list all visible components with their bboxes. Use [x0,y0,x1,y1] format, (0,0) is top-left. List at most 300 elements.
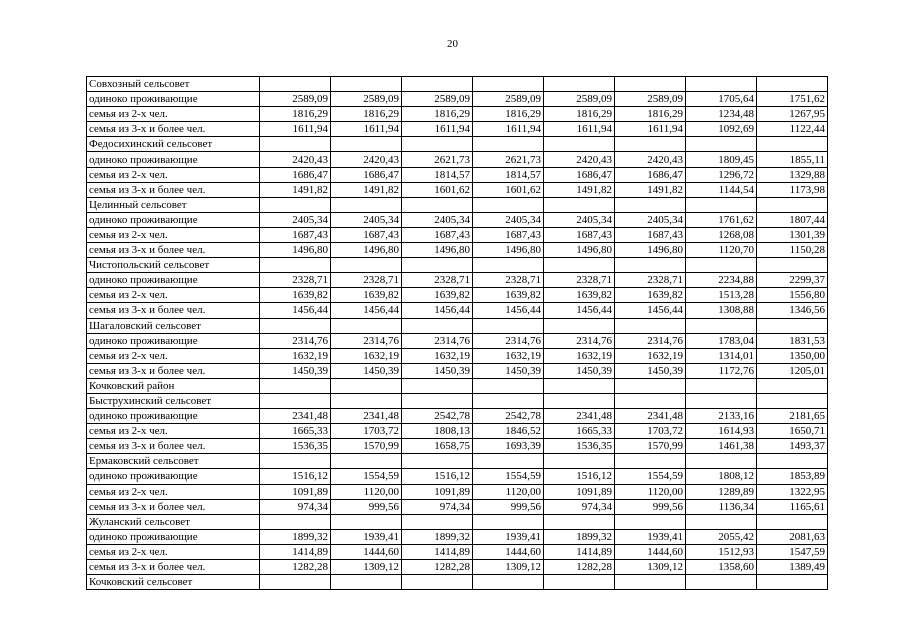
value-cell: 2420,43 [331,152,402,167]
value-cell: 1173,98 [757,182,828,197]
table-section-row [87,514,828,529]
value-cell: 1611,94 [544,122,615,137]
value-cell: 1350,00 [757,348,828,363]
section-label: Быструхинский сельсовет [87,393,260,408]
value-cell: 1846,52 [473,424,544,439]
value-cell: 1899,32 [544,529,615,544]
value-cell: 1554,59 [615,469,686,484]
value-cell: 1751,62 [757,92,828,107]
value-cell: 1512,93 [686,544,757,559]
value-cell: 999,56 [331,499,402,514]
value-cell: 2420,43 [615,152,686,167]
value-cell: 2055,42 [686,529,757,544]
value-cell: 1120,70 [686,243,757,258]
row-label: семья из 2-х чел. [87,288,260,303]
value-cell [757,378,828,393]
value-cell [473,318,544,333]
value-cell: 2341,48 [544,409,615,424]
value-cell [473,454,544,469]
value-cell: 1899,32 [260,529,331,544]
value-cell: 2234,88 [686,273,757,288]
value-cell: 1496,80 [402,243,473,258]
value-cell [544,393,615,408]
value-cell: 1268,08 [686,227,757,242]
section-label: Шагаловский сельсовет [87,318,260,333]
value-cell: 2328,71 [473,273,544,288]
value-cell [260,197,331,212]
value-cell [260,514,331,529]
value-cell: 1309,12 [331,560,402,575]
section-label: Кочковский сельсовет [87,575,260,590]
value-cell: 1807,44 [757,212,828,227]
value-cell: 1639,82 [615,288,686,303]
value-cell: 1703,72 [331,424,402,439]
value-cell: 2542,78 [402,409,473,424]
value-cell [615,378,686,393]
value-cell: 1808,12 [686,469,757,484]
table-row [87,152,828,167]
table-row [87,560,828,575]
value-cell [331,378,402,393]
value-cell: 1783,04 [686,333,757,348]
value-cell: 1389,49 [757,560,828,575]
value-cell [544,514,615,529]
value-cell: 2405,34 [331,212,402,227]
value-cell [615,137,686,152]
value-cell [757,137,828,152]
tariff-table [86,76,828,590]
row-label: одиноко проживающие [87,92,260,107]
row-label: одиноко проживающие [87,212,260,227]
value-cell: 2405,34 [615,212,686,227]
section-label: Кочковский район [87,378,260,393]
value-cell: 1496,80 [544,243,615,258]
value-cell [686,197,757,212]
value-cell: 1808,13 [402,424,473,439]
value-cell: 2589,09 [544,92,615,107]
table-section-row [87,77,828,92]
value-cell: 1556,80 [757,288,828,303]
value-cell: 1693,39 [473,439,544,454]
value-cell: 1816,29 [402,107,473,122]
value-cell [473,393,544,408]
value-cell: 974,34 [402,499,473,514]
row-label: семья из 3-х и более чел. [87,560,260,575]
row-label: семья из 2-х чел. [87,544,260,559]
value-cell: 1855,11 [757,152,828,167]
value-cell: 2405,34 [473,212,544,227]
value-cell: 2181,65 [757,409,828,424]
value-cell [615,393,686,408]
table-row [87,122,828,137]
value-cell [402,137,473,152]
value-cell: 1496,80 [615,243,686,258]
row-label: семья из 2-х чел. [87,484,260,499]
value-cell: 1632,19 [331,348,402,363]
value-cell: 1809,45 [686,152,757,167]
value-cell [544,378,615,393]
table-row [87,424,828,439]
table-row [87,363,828,378]
value-cell: 1092,69 [686,122,757,137]
value-cell: 1493,37 [757,439,828,454]
value-cell: 2621,73 [473,152,544,167]
table-section-row [87,137,828,152]
value-cell [473,514,544,529]
value-cell: 1761,62 [686,212,757,227]
value-cell [402,378,473,393]
value-cell: 974,34 [544,499,615,514]
value-cell: 1144,54 [686,182,757,197]
value-cell [331,137,402,152]
value-cell: 1686,47 [260,167,331,182]
value-cell: 2589,09 [402,92,473,107]
value-cell [757,454,828,469]
value-cell: 1414,89 [402,544,473,559]
row-label: одиноко проживающие [87,152,260,167]
value-cell [686,393,757,408]
value-cell [544,137,615,152]
value-cell: 1091,89 [544,484,615,499]
row-label: семья из 2-х чел. [87,167,260,182]
value-cell [686,77,757,92]
table-row [87,544,828,559]
value-cell: 1450,39 [402,363,473,378]
value-cell: 1639,82 [544,288,615,303]
value-cell: 1650,71 [757,424,828,439]
value-cell [686,378,757,393]
value-cell: 2420,43 [544,152,615,167]
value-cell: 1450,39 [615,363,686,378]
value-cell [686,514,757,529]
value-cell [544,77,615,92]
value-cell: 1703,72 [615,424,686,439]
value-cell: 1632,19 [544,348,615,363]
value-cell: 1686,47 [615,167,686,182]
section-label: Чистопольский сельсовет [87,258,260,273]
value-cell: 1456,44 [331,303,402,318]
value-cell [615,197,686,212]
value-cell: 1456,44 [260,303,331,318]
table-section-row [87,318,828,333]
value-cell: 2589,09 [615,92,686,107]
value-cell [686,137,757,152]
value-cell: 1456,44 [473,303,544,318]
value-cell: 1358,60 [686,560,757,575]
value-cell: 1665,33 [544,424,615,439]
value-cell [402,454,473,469]
value-cell: 1570,99 [331,439,402,454]
row-label: семья из 3-х и более чел. [87,303,260,318]
value-cell: 1308,88 [686,303,757,318]
value-cell [544,454,615,469]
value-cell: 1665,33 [260,424,331,439]
value-cell: 1150,28 [757,243,828,258]
row-label: одиноко проживающие [87,469,260,484]
value-cell: 1536,35 [260,439,331,454]
row-label: семья из 2-х чел. [87,424,260,439]
value-cell: 1547,59 [757,544,828,559]
value-cell: 1611,94 [473,122,544,137]
value-cell [757,393,828,408]
table-row [87,212,828,227]
row-label: семья из 2-х чел. [87,227,260,242]
value-cell [402,514,473,529]
value-cell [260,137,331,152]
value-cell: 1687,43 [473,227,544,242]
value-cell: 1816,29 [615,107,686,122]
table-row [87,469,828,484]
value-cell [686,454,757,469]
value-cell: 1120,00 [473,484,544,499]
value-cell: 1491,82 [260,182,331,197]
value-cell: 1282,28 [402,560,473,575]
value-cell: 1282,28 [544,560,615,575]
value-cell: 1639,82 [402,288,473,303]
table-row [87,167,828,182]
page-number: 20 [447,38,458,50]
value-cell: 1658,75 [402,439,473,454]
value-cell [331,77,402,92]
row-label: семья из 3-х и более чел. [87,122,260,137]
value-cell: 1461,38 [686,439,757,454]
value-cell: 1456,44 [544,303,615,318]
value-cell [260,318,331,333]
value-cell: 1639,82 [260,288,331,303]
value-cell [402,258,473,273]
value-cell: 1309,12 [473,560,544,575]
value-cell [757,575,828,590]
value-cell: 1456,44 [402,303,473,318]
value-cell [331,393,402,408]
value-cell [757,197,828,212]
section-label: Жуланский сельсовет [87,514,260,529]
value-cell: 2314,76 [402,333,473,348]
value-cell: 1601,62 [473,182,544,197]
table-section-row [87,393,828,408]
value-cell [402,197,473,212]
value-cell [331,318,402,333]
value-cell [473,258,544,273]
value-cell: 1120,00 [615,484,686,499]
row-label: семья из 3-х и более чел. [87,439,260,454]
row-label: одиноко проживающие [87,333,260,348]
value-cell: 1899,32 [402,529,473,544]
table-row [87,92,828,107]
value-cell [473,77,544,92]
value-cell [757,514,828,529]
value-cell: 1450,39 [331,363,402,378]
value-cell: 1450,39 [260,363,331,378]
value-cell: 1814,57 [402,167,473,182]
value-cell [686,318,757,333]
table-row [87,303,828,318]
value-cell: 1444,60 [615,544,686,559]
value-cell [331,258,402,273]
value-cell [331,197,402,212]
value-cell: 2328,71 [260,273,331,288]
value-cell [615,575,686,590]
value-cell: 1172,76 [686,363,757,378]
value-cell [615,258,686,273]
value-cell: 2341,48 [260,409,331,424]
value-cell: 1554,59 [473,469,544,484]
table-section-row [87,197,828,212]
row-label: одиноко проживающие [87,273,260,288]
value-cell: 1450,39 [473,363,544,378]
value-cell: 1329,88 [757,167,828,182]
value-cell [757,77,828,92]
value-cell: 1686,47 [544,167,615,182]
value-cell: 1314,01 [686,348,757,363]
table-row [87,107,828,122]
value-cell [260,454,331,469]
value-cell [402,318,473,333]
value-cell [544,197,615,212]
value-cell [544,318,615,333]
table-section-row [87,575,828,590]
table-row [87,288,828,303]
value-cell: 1120,00 [331,484,402,499]
table-row [87,529,828,544]
section-label: Целинный сельсовет [87,197,260,212]
value-cell: 1816,29 [331,107,402,122]
value-cell: 1309,12 [615,560,686,575]
value-cell: 1091,89 [402,484,473,499]
value-cell: 1853,89 [757,469,828,484]
table-row [87,499,828,514]
value-cell: 2589,09 [473,92,544,107]
value-cell [473,575,544,590]
value-cell: 1611,94 [615,122,686,137]
value-cell: 1496,80 [331,243,402,258]
value-cell: 2328,71 [615,273,686,288]
value-cell: 1687,43 [260,227,331,242]
value-cell: 999,56 [615,499,686,514]
value-cell: 1554,59 [331,469,402,484]
value-cell: 1267,95 [757,107,828,122]
value-cell: 1639,82 [473,288,544,303]
row-label: одиноко проживающие [87,409,260,424]
value-cell: 2420,43 [260,152,331,167]
value-cell: 2341,48 [331,409,402,424]
value-cell: 1632,19 [615,348,686,363]
table-row [87,409,828,424]
value-cell: 1611,94 [260,122,331,137]
value-cell: 1496,80 [260,243,331,258]
value-cell [260,575,331,590]
value-cell: 1496,80 [473,243,544,258]
value-cell: 1346,56 [757,303,828,318]
value-cell: 1234,48 [686,107,757,122]
value-cell: 1687,43 [331,227,402,242]
value-cell: 1414,89 [260,544,331,559]
value-cell: 2621,73 [402,152,473,167]
value-cell: 1516,12 [544,469,615,484]
value-cell [473,197,544,212]
value-cell [615,514,686,529]
value-cell: 1611,94 [331,122,402,137]
value-cell: 1289,89 [686,484,757,499]
value-cell: 2328,71 [544,273,615,288]
value-cell: 1632,19 [260,348,331,363]
value-cell: 1614,93 [686,424,757,439]
value-cell [686,258,757,273]
value-cell [260,258,331,273]
value-cell [757,318,828,333]
table-row [87,243,828,258]
value-cell: 1632,19 [402,348,473,363]
value-cell: 1136,34 [686,499,757,514]
value-cell [260,77,331,92]
value-cell: 1296,72 [686,167,757,182]
row-label: семья из 2-х чел. [87,348,260,363]
value-cell [331,575,402,590]
value-cell: 2133,16 [686,409,757,424]
value-cell: 1816,29 [260,107,331,122]
value-cell: 1444,60 [331,544,402,559]
value-cell: 2081,63 [757,529,828,544]
value-cell: 1122,44 [757,122,828,137]
value-cell: 2405,34 [260,212,331,227]
table-section-row [87,454,828,469]
value-cell: 2341,48 [615,409,686,424]
value-cell: 1687,43 [544,227,615,242]
value-cell: 2405,34 [544,212,615,227]
table-row [87,182,828,197]
value-cell: 1516,12 [260,469,331,484]
value-cell: 1322,95 [757,484,828,499]
value-cell [260,393,331,408]
table-row [87,273,828,288]
value-cell: 1513,28 [686,288,757,303]
section-label: Федосихинский сельсовет [87,137,260,152]
value-cell [473,378,544,393]
value-cell: 1091,89 [260,484,331,499]
row-label: семья из 3-х и более чел. [87,243,260,258]
value-cell: 1601,62 [402,182,473,197]
value-cell: 1611,94 [402,122,473,137]
value-cell: 2589,09 [260,92,331,107]
value-cell: 999,56 [473,499,544,514]
value-cell: 2328,71 [402,273,473,288]
value-cell: 1491,82 [331,182,402,197]
row-label: семья из 3-х и более чел. [87,182,260,197]
value-cell: 1444,60 [473,544,544,559]
value-cell: 1632,19 [473,348,544,363]
table-row [87,348,828,363]
value-cell: 2589,09 [331,92,402,107]
table-section-row [87,378,828,393]
value-cell [402,77,473,92]
value-cell: 1939,41 [615,529,686,544]
value-cell [473,137,544,152]
value-cell: 1282,28 [260,560,331,575]
value-cell: 1939,41 [331,529,402,544]
table-section-row [87,258,828,273]
value-cell: 1687,43 [402,227,473,242]
value-cell: 1491,82 [615,182,686,197]
value-cell [331,454,402,469]
table-row [87,333,828,348]
value-cell [544,575,615,590]
value-cell: 1450,39 [544,363,615,378]
value-cell: 1831,53 [757,333,828,348]
value-cell: 1516,12 [402,469,473,484]
value-cell: 1686,47 [331,167,402,182]
value-cell: 1639,82 [331,288,402,303]
value-cell [615,454,686,469]
